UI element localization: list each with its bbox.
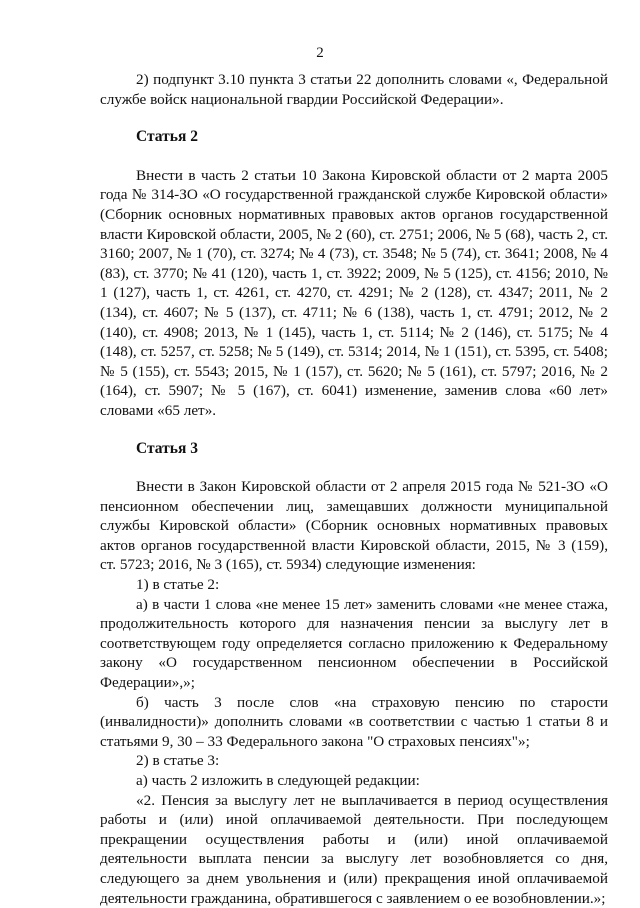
article2-text: Внести в часть 2 статьи 10 Закона Кировской области от 2 марта 2005 года № 314-ЗО «О государственной гражданской службе Кировской области» (Сборник основных нормативных правовых актов органов государственной власти Кировской области, 2005, № 2 (60), ст. 2751; 2006, № 5 (68), часть 2, ст. 3160; 2007, № 1 (70), ст. 3274; № 4 (73), ст. 3548; № 5 (74), ст. 3641; 2008, № 4 (83), ст. 3770; № 41 (120), часть 1, ст. 3922; 2009, № 5 (125), ст. 4156; 2010, № 1 (127), часть 1, ст. 4261, ст. 4270, ст. 4291; № 2 (128), ст. 4347; 2011, № 2 (134), ст. 4607; № 5 (137), ст. 4711; № 6 (138), часть 1, ст. 4791; 2012, № 2 (140), ст. 4908; 2013, № 1 (145), часть 1, ст. 5114; № 2 (146), ст. 5175; № 4 (148), ст. 5257, ст. 5258; № 5 (149), ст. 5314; 2014, № 1 (151), ст. 5395, ст. 5408; № 5 (155), ст. 5543; 2015, № 1 (157), ст. 5620; № 5 (161), ст. 5797; 2016, № 2 (164), ст. 5907; № 5 (167), ст. 6041) изменение, заменив слова «60 лет» словами «65 лет».: [100, 166, 608, 419]
article3-item-2a: а) часть 2 изложить в следующей редакции:: [136, 772, 420, 789]
page-number: 2: [316, 45, 324, 61]
article3-item-1: 1) в статье 2:: [136, 576, 220, 594]
article3-item-1b: б) часть 3 после слов «на страховую пенсию по старости (инвалидности)» дополнить словами «в соответствии с частью 1 статьи 8 и статьями 9, 30 – 33 Федерального закона "О страховых пенсиях"»;: [100, 693, 608, 750]
article3-item-2a-quote: «2. Пенсия за выслугу лет не выплачивается в период осуществления работы и (или) иной оплачиваемой деятельности. При последующем прекращении осуществления работы и (или) иной оплачиваемой деятельности выплата пенсии за выслугу лет возобновляется со дня, следующего за днем увольнения и (или) прекращения иной оплачиваемой деятельности гражданина, обратившегося с заявлением о ее возобновлении.»;: [100, 791, 608, 907]
article3-item-1a: а) в части 1 слова «не менее 15 лет» заменить словами «не менее стажа, продолжительность которого для назначения пенсии за выслугу лет в соответствующем году определяется согласно приложению к Федеральному закону «О государственном пенсионном обеспечении в Российской Федерации»,»;: [100, 595, 608, 692]
document-body: [100, 70, 608, 908]
article3-item-2: 2) в статье 3:: [136, 752, 220, 770]
article1-subitem-2: 2) подпункт 3.10 пункта 3 статьи 22 дополнить словами «, Федеральной службе войск национальной гвардии Российской Федерации».: [100, 71, 608, 108]
article3-heading: Статья 3: [136, 439, 198, 457]
article3-intro: Внести в Закон Кировской области от 2 апреля 2015 года № 521-ЗО «О пенсионном обеспечении лиц, замещавших должности муниципальной службы Кировской области» (Сборник основных нормативных правовых актов органов государственной власти Кировской области, 2015, № 3 (159), ст. 5723; 2016, № 3 (165), ст. 5934) следующие изменения:: [100, 478, 608, 574]
article2-heading: Статья 2: [136, 128, 198, 146]
